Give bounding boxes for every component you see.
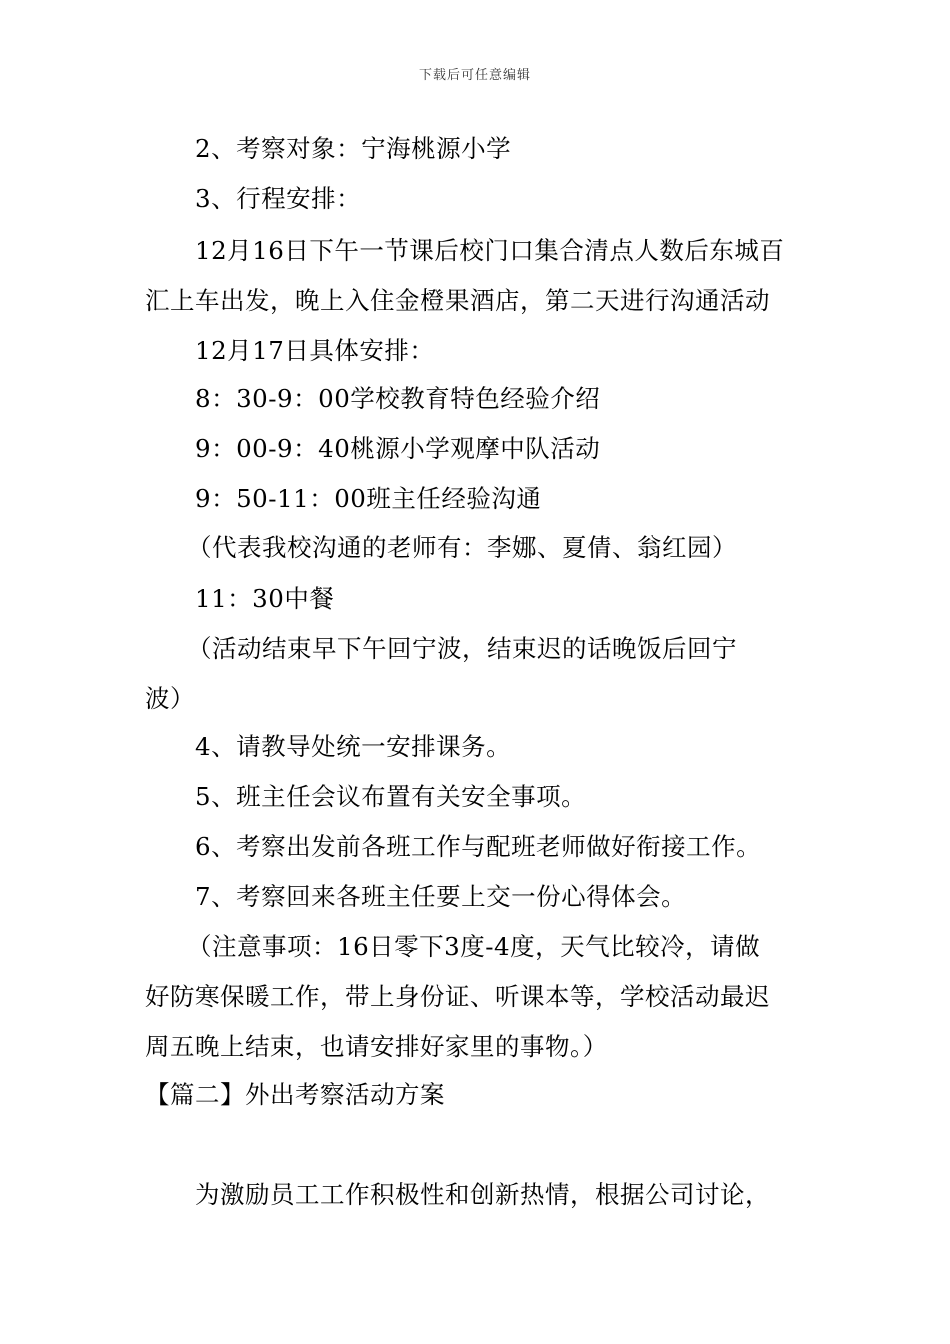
text-line-inspection-target: 2、考察对象：宁海桃源小学 [195,134,512,163]
text-line-dec17-heading: 12月17日具体安排： [195,336,435,365]
text-line-schedule-2: 9：00-9：40桃源小学观摩中队活动 [195,434,601,463]
page-header-note: 下载后可任意编辑 [418,68,531,83]
text-line-return-note-part1: （活动结束早下午回宁波，结束迟的话晚饭后回宁 [187,634,737,663]
text-line-caution-part3: 周五晚上结束，也请安排好家里的事物。） [145,1032,608,1061]
text-line-teachers-note: （代表我校沟通的老师有：李娜、夏倩、翁红园） [187,533,737,562]
text-line-dec16-part1: 12月16日下午一节课后校门口集合清点人数后东城百 [195,236,785,265]
text-line-item-4: 4、请教导处统一安排课务。 [195,732,512,761]
text-line-item-7: 7、考察回来各班主任要上交一份心得体会。 [195,882,687,911]
text-line-schedule-3: 9：50-11：00班主任经验沟通 [195,484,542,513]
text-line-lunch: 11：30中餐 [195,584,335,613]
text-line-item-6: 6、考察出发前各班工作与配班老师做好衔接工作。 [195,832,762,861]
text-line-intro: 为激励员工工作积极性和创新热情，根据公司讨论， [195,1180,770,1209]
text-line-dec16-part2: 汇上车出发，晚上入住金橙果酒店，第二天进行沟通活动 [145,286,770,315]
text-line-itinerary-heading: 3、行程安排： [195,184,362,213]
text-line-item-5: 5、班主任会议布置有关安全事项。 [195,782,587,811]
section-heading-part2: 【篇二】外出考察活动方案 [145,1080,445,1109]
text-line-caution-part1: （注意事项：16日零下3度-4度，天气比较冷，请做 [187,932,761,961]
text-line-schedule-1: 8：30-9：00学校教育特色经验介绍 [195,384,601,413]
text-line-return-note-part2: 波） [145,684,195,713]
text-line-caution-part2: 好防寒保暖工作，带上身份证、听课本等，学校活动最迟 [145,982,770,1011]
